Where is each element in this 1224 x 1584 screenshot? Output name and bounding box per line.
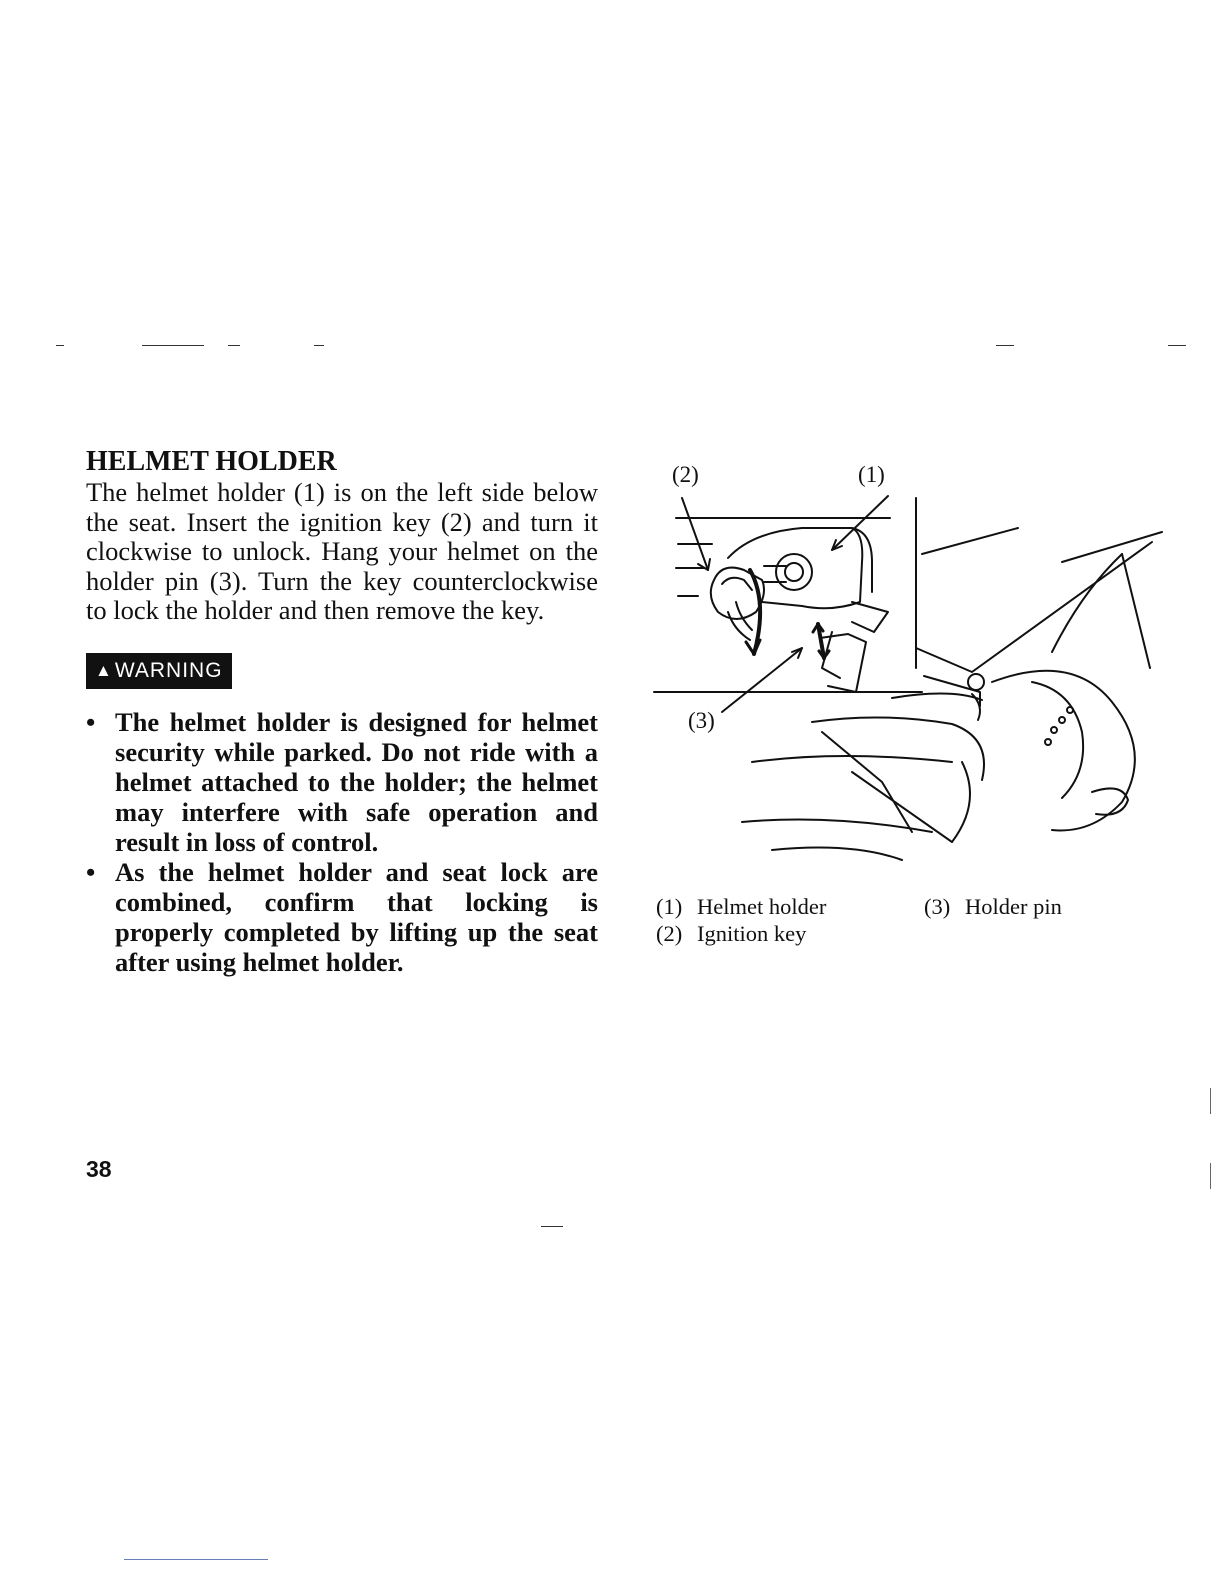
figure-legend-item bbox=[656, 920, 806, 947]
scan-rule bbox=[56, 345, 64, 346]
section-heading: HELMET HOLDER bbox=[86, 446, 337, 477]
legend-number: (3) bbox=[924, 894, 951, 919]
warning-item-text: As the helmet holder and seat lock are combined, confirm that locking is properly completed by lifting up the seat after using helmet holder. bbox=[115, 856, 598, 977]
scan-rule bbox=[142, 345, 204, 346]
scan-rule bbox=[996, 345, 1014, 346]
warning-item-text: The helmet holder is designed for helmet security while parked. Do not ride with a helmet attached to the holder; the helmet may interfere with safe operation and result in loss of control. bbox=[115, 706, 598, 857]
scan-rule bbox=[541, 1226, 563, 1227]
legend-text: Ignition key bbox=[697, 921, 807, 946]
line-drawing bbox=[652, 462, 1164, 870]
scan-rule bbox=[1210, 1088, 1211, 1114]
warning-badge bbox=[86, 653, 232, 689]
warning-triangle-icon: ▲ bbox=[95, 660, 113, 680]
warning-item bbox=[86, 707, 598, 857]
scan-rule bbox=[314, 345, 324, 346]
warning-item bbox=[86, 857, 598, 977]
figure-legend-item bbox=[656, 893, 826, 920]
legend-number: (1) bbox=[656, 894, 683, 919]
scan-rule bbox=[1210, 1163, 1211, 1189]
legend-number: (2) bbox=[656, 921, 683, 946]
helmet-holder-illustration bbox=[652, 462, 1164, 870]
callout-holder-pin: (3) bbox=[688, 708, 715, 733]
figure-legend-item bbox=[924, 893, 1062, 920]
section-body: The helmet holder (1) is on the left side below the seat. Insert the ignition key (2) and turn it clockwise to unlock. Hang your helmet on the holder pin (3). Turn the key counterclockwise to lock the holder and then remove the key. bbox=[86, 477, 598, 625]
scan-rule bbox=[228, 345, 240, 346]
callout-ignition-key: (2) bbox=[672, 462, 699, 487]
bullet-icon: • bbox=[86, 706, 96, 737]
helmet-holder-section bbox=[86, 446, 598, 977]
bullet-icon: • bbox=[86, 856, 96, 887]
warning-list bbox=[86, 707, 598, 977]
warning-label: WARNING bbox=[114, 658, 223, 682]
scan-rule bbox=[1168, 345, 1186, 346]
scan-rule bbox=[124, 1559, 268, 1560]
callout-helmet-holder: (1) bbox=[858, 462, 885, 487]
page-number: 38 bbox=[86, 1156, 112, 1182]
legend-text: Helmet holder bbox=[697, 894, 827, 919]
legend-text: Holder pin bbox=[965, 894, 1062, 919]
